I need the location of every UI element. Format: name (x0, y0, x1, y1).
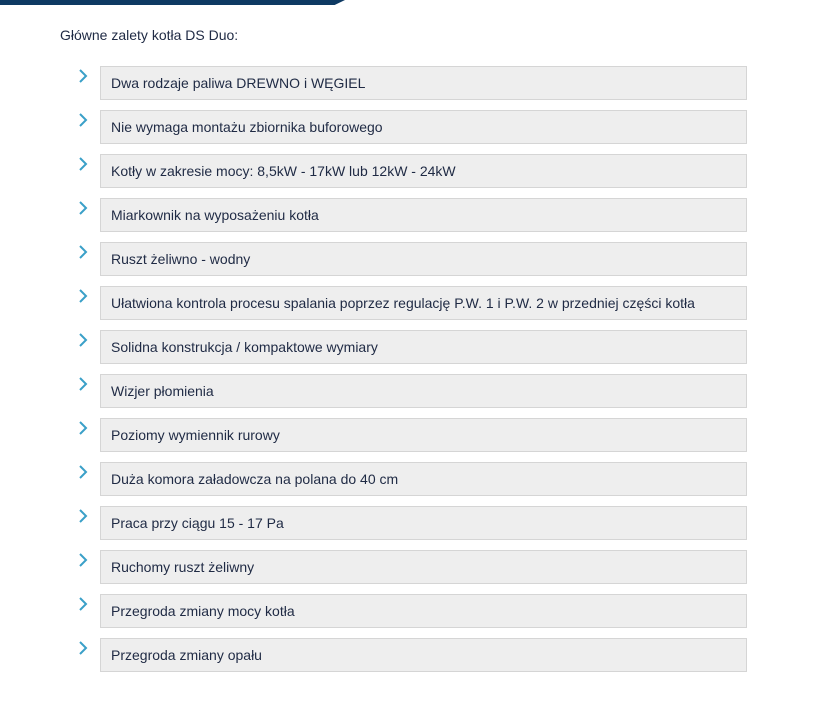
feature-item (76, 198, 738, 232)
chevron-right-icon (76, 244, 90, 260)
feature-item (76, 638, 738, 672)
feature-item (76, 242, 738, 276)
features-list (76, 66, 738, 682)
chevron-right-icon (76, 156, 90, 172)
feature-text: Przegroda zmiany opału (100, 638, 747, 672)
chevron-right-icon (76, 552, 90, 568)
feature-item (76, 330, 738, 364)
feature-item (76, 374, 738, 408)
feature-item (76, 418, 738, 452)
chevron-right-icon (76, 332, 90, 348)
feature-item (76, 462, 738, 496)
feature-item (76, 66, 738, 100)
feature-item (76, 550, 738, 584)
feature-item (76, 154, 738, 188)
feature-text: Poziomy wymiennik rurowy (100, 418, 747, 452)
feature-text: Nie wymaga montażu zbiornika buforowego (100, 110, 747, 144)
feature-item (76, 110, 738, 144)
chevron-right-icon (76, 200, 90, 216)
chevron-right-icon (76, 596, 90, 612)
feature-text: Ruszt żeliwno - wodny (100, 242, 747, 276)
chevron-right-icon (76, 508, 90, 524)
chevron-right-icon (76, 420, 90, 436)
feature-text: Praca przy ciągu 15 - 17 Pa (100, 506, 747, 540)
feature-text: Przegroda zmiany mocy kotła (100, 594, 747, 628)
feature-text: Dwa rodzaje paliwa DREWNO i WĘGIEL (100, 66, 747, 100)
chevron-right-icon (76, 464, 90, 480)
section-intro: Główne zalety kotła DS Duo: (60, 27, 239, 43)
feature-text: Ułatwiona kontrola procesu spalania poprzez regulację P.W. 1 i P.W. 2 w przedniej części kotła (100, 286, 747, 320)
feature-item (76, 286, 738, 320)
chevron-right-icon (76, 112, 90, 128)
chevron-right-icon (76, 640, 90, 656)
chevron-right-icon (76, 68, 90, 84)
feature-text: Ruchomy ruszt żeliwny (100, 550, 747, 584)
feature-item (76, 506, 738, 540)
feature-text: Wizjer płomienia (100, 374, 747, 408)
top-accent-bar (0, 0, 345, 5)
feature-text: Miarkownik na wyposażeniu kotła (100, 198, 747, 232)
feature-item (76, 594, 738, 628)
chevron-right-icon (76, 376, 90, 392)
chevron-right-icon (76, 288, 90, 304)
feature-text: Kotły w zakresie mocy: 8,5kW - 17kW lub 12kW - 24kW (100, 154, 747, 188)
feature-text: Solidna konstrukcja / kompaktowe wymiary (100, 330, 747, 364)
feature-text: Duża komora załadowcza na polana do 40 cm (100, 462, 747, 496)
